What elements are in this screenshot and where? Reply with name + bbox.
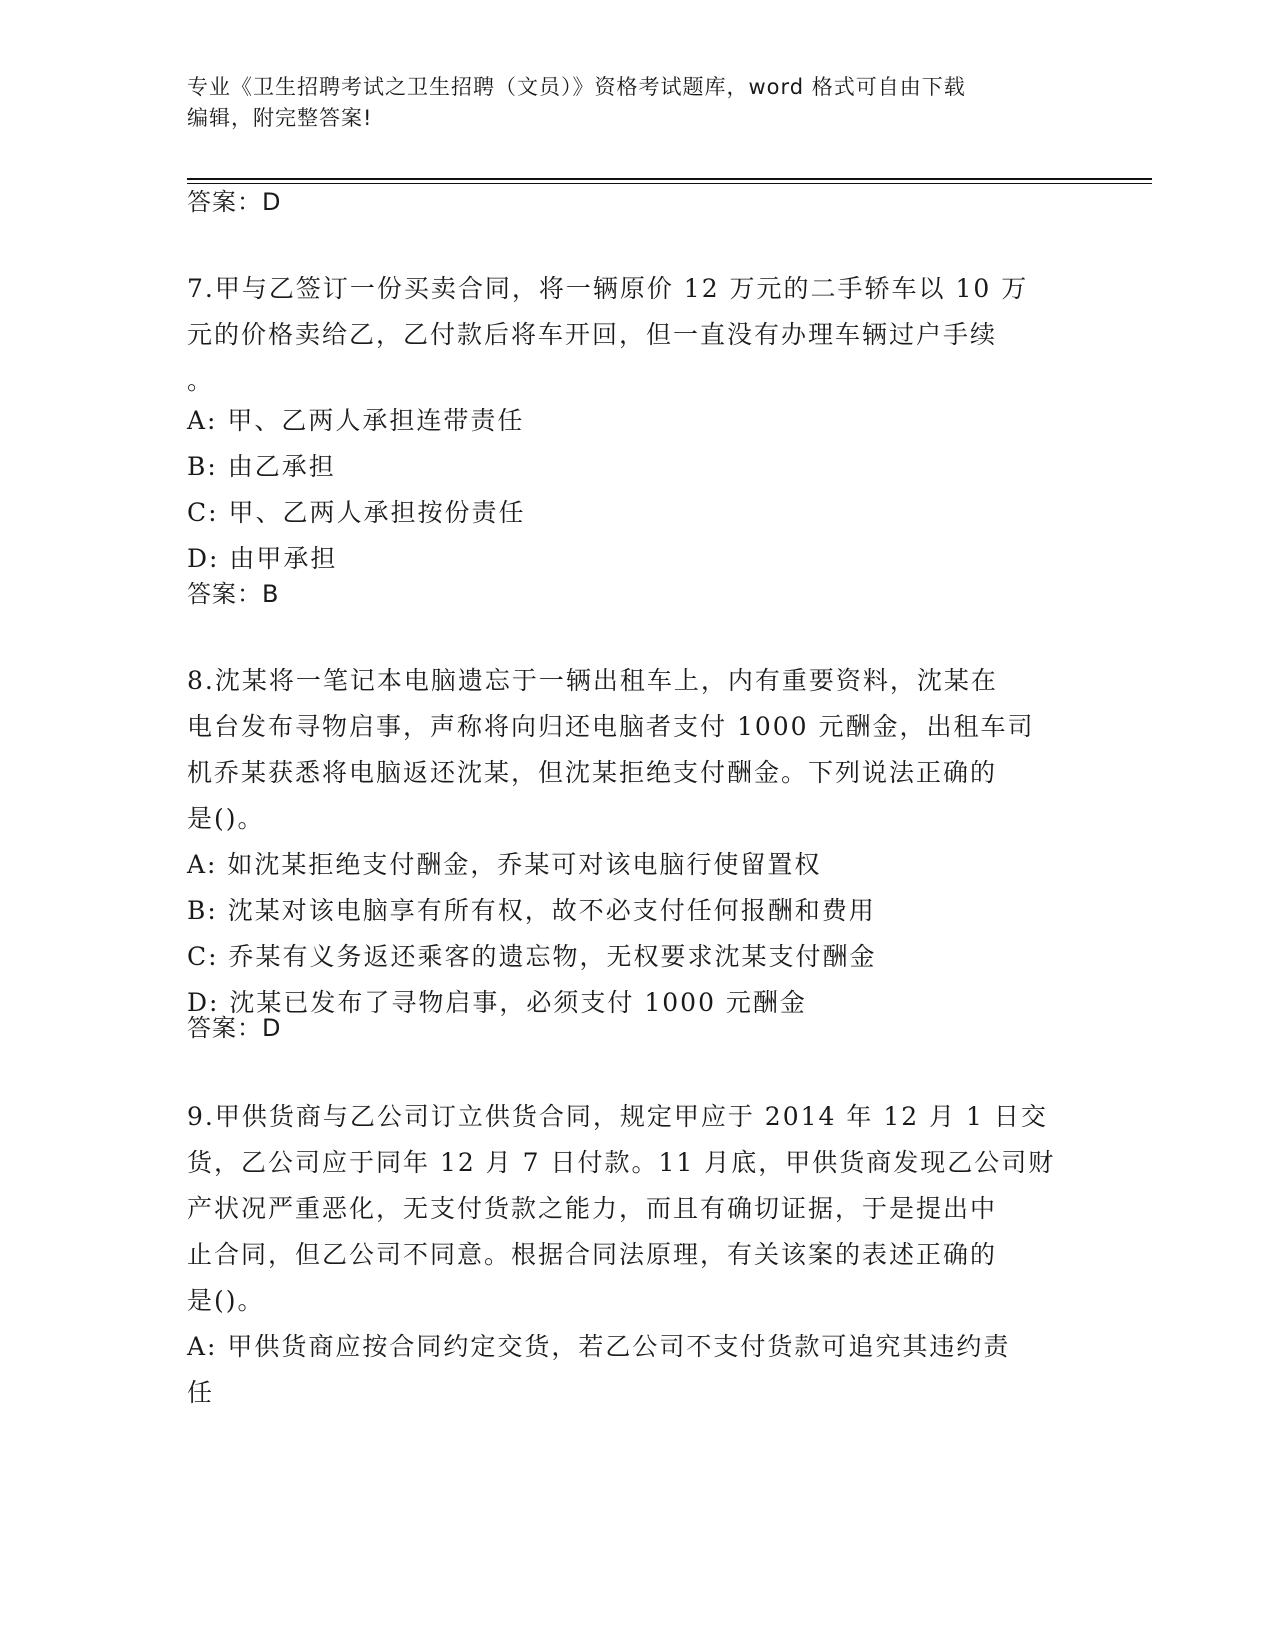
answer-prev: 答案：D bbox=[187, 188, 282, 216]
question-8-option-a: A: 如沈某拒绝支付酬金，乔某可对该电脑行使留置权 bbox=[187, 850, 822, 879]
question-9-line: 止合同，但乙公司不同意。根据合同法原理，有关该案的表述正确的 bbox=[187, 1240, 998, 1269]
question-7-line: 元的价格卖给乙，乙付款后将车开回，但一直没有办理车辆过户手续 bbox=[187, 320, 998, 349]
question-7-option-a: A: 甲、乙两人承担连带责任 bbox=[187, 406, 525, 435]
question-8-line: 电台发布寻物启事，声称将向归还电脑者支付 1000 元酬金，出租车司 bbox=[187, 712, 1035, 741]
question-7-option-b: B: 由乙承担 bbox=[187, 452, 336, 481]
question-9-line: 货，乙公司应于同年 12 月 7 日付款。11 月底，甲供货商发现乙公司财 bbox=[187, 1148, 1056, 1177]
question-9-line: 9.甲供货商与乙公司订立供货合同，规定甲应于 2014 年 12 月 1 日交 bbox=[187, 1102, 1048, 1131]
question-8-option-d: D: 沈某已发布了寻物启事，必须支付 1000 元酬金 bbox=[187, 988, 807, 1017]
question-7-option-c: C: 甲、乙两人承担按份责任 bbox=[187, 498, 526, 527]
question-7-line: 。 bbox=[187, 366, 215, 395]
header-line-1: 专业《卫生招聘考试之卫生招聘（文员）》资格考试题库，word 格式可自由下载 bbox=[187, 75, 966, 99]
question-9 bbox=[187, 1094, 1087, 1416]
question-9-option-a-cont: 任 bbox=[187, 1378, 215, 1407]
document-header bbox=[187, 72, 1067, 134]
header-rule-thick bbox=[187, 178, 1152, 180]
question-7 bbox=[187, 266, 1087, 582]
header-line-2: 编辑，附完整答案! bbox=[187, 106, 373, 130]
question-8-option-c: C: 乔某有义务返还乘客的遗忘物，无权要求沈某支付酬金 bbox=[187, 942, 877, 971]
question-8-answer: 答案：D bbox=[187, 1014, 282, 1042]
question-9-option-a: A: 甲供货商应按合同约定交货，若乙公司不支付货款可追究其违约责 bbox=[187, 1332, 1011, 1361]
question-8-line: 机乔某获悉将电脑返还沈某，但沈某拒绝支付酬金。下列说法正确的 bbox=[187, 758, 998, 787]
header-rule-thin bbox=[187, 183, 1152, 184]
question-8-line: 是()。 bbox=[187, 804, 265, 833]
question-8-option-b: B: 沈某对该电脑享有所有权，故不必支付任何报酬和费用 bbox=[187, 896, 876, 925]
question-9-line: 是()。 bbox=[187, 1286, 265, 1315]
question-8 bbox=[187, 658, 1087, 1026]
question-7-answer: 答案：B bbox=[187, 580, 280, 608]
question-7-line: 7.甲与乙签订一份买卖合同，将一辆原价 12 万元的二手轿车以 10 万 bbox=[187, 274, 1029, 303]
question-7-option-d: D: 由甲承担 bbox=[187, 544, 338, 573]
question-8-line: 8.沈某将一笔记本电脑遗忘于一辆出租车上，内有重要资料，沈某在 bbox=[187, 666, 998, 695]
question-9-line: 产状况严重恶化，无支付货款之能力，而且有确切证据，于是提出中 bbox=[187, 1194, 998, 1223]
